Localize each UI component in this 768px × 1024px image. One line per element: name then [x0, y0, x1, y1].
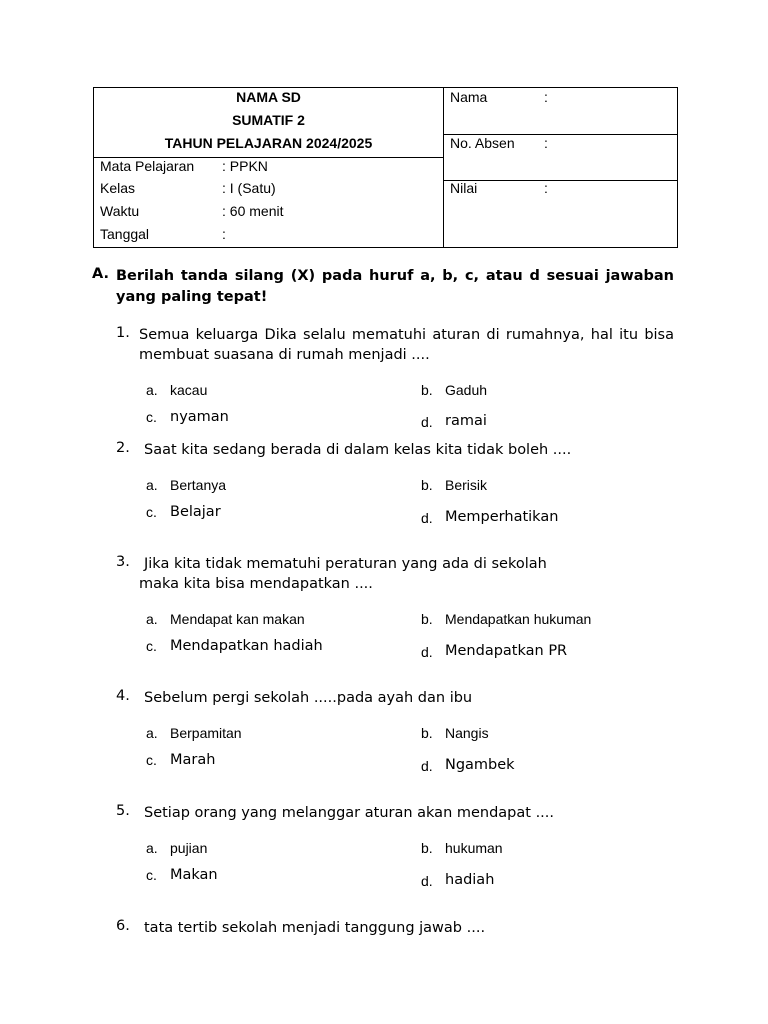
question-number: 2.: [116, 440, 130, 456]
option-a: Berpamitan: [170, 725, 242, 741]
question-number: 6.: [116, 918, 130, 934]
question-text-line-2: maka kita bisa mendapatkan ....: [139, 576, 373, 592]
option-letter-d: d.: [421, 510, 433, 526]
question-number: 4.: [116, 688, 130, 704]
option-letter-c: c.: [146, 638, 157, 654]
question-text: Semua keluarga Dika selalu mematuhi aturan di rumahnya, hal itu bisa membuat suasana di rumah menjadi ....: [139, 327, 674, 363]
score-label: Nilai: [450, 180, 478, 196]
time-label: Waktu: [100, 203, 140, 219]
option-letter-a: a.: [146, 611, 158, 627]
option-b: Nangis: [445, 725, 489, 741]
option-c: nyaman: [170, 409, 229, 425]
option-b: Gaduh: [445, 382, 488, 398]
option-b: Berisik: [445, 477, 488, 493]
option-letter-d: d.: [421, 644, 433, 660]
exam-header-table: [93, 87, 678, 248]
option-letter-d: d.: [421, 758, 433, 774]
section-letter: A.: [92, 266, 109, 282]
option-letter-c: c.: [146, 504, 157, 520]
option-d: hadiah: [445, 872, 495, 888]
name-colon: :: [544, 89, 548, 105]
exam-title: SUMATIF 2: [232, 112, 305, 128]
option-letter-b: b.: [421, 840, 433, 856]
score-colon: :: [544, 180, 548, 196]
question-number: 1.: [116, 325, 130, 341]
section-instruction: Berilah tanda silang (X) pada huruf a, b, c, atau d sesuai jawaban yang paling tepat!: [116, 268, 674, 305]
option-b: Mendapatkan hukuman: [445, 611, 592, 627]
option-c: Makan: [170, 867, 218, 883]
option-letter-a: a.: [146, 840, 158, 856]
option-letter-a: a.: [146, 477, 158, 493]
option-letter-c: c.: [146, 867, 157, 883]
option-letter-b: b.: [421, 477, 433, 493]
school-name: NAMA SD: [236, 89, 301, 105]
table-divider: [443, 88, 444, 247]
question-text-line-1: Jika kita tidak mematuhi peraturan yang ada di sekolah: [144, 556, 547, 572]
class-label: Kelas: [100, 180, 136, 196]
subject-label: Mata Pelajaran: [100, 158, 195, 174]
question-text: tata tertib sekolah menjadi tanggung jawab ....: [144, 920, 486, 936]
option-a: Mendapat kan makan: [170, 611, 305, 627]
question-text: Sebelum pergi sekolah .....pada ayah dan ibu: [144, 690, 473, 706]
option-d: Memperhatikan: [445, 509, 559, 525]
option-a: pujian: [170, 840, 208, 856]
option-b: hukuman: [445, 840, 503, 856]
option-a: Bertanya: [170, 477, 227, 493]
table-divider: [443, 180, 678, 181]
school-year: TAHUN PELAJARAN 2024/2025: [164, 135, 373, 151]
date-label: Tanggal: [100, 226, 150, 242]
question-number: 5.: [116, 803, 130, 819]
name-label: Nama: [450, 89, 488, 105]
question-number: 3.: [116, 554, 130, 570]
absence-number-label: No. Absen: [450, 135, 515, 151]
option-c: Marah: [170, 752, 216, 768]
option-d: ramai: [445, 413, 487, 429]
date-value: :: [222, 226, 226, 242]
option-letter-c: c.: [146, 752, 157, 768]
option-letter-d: d.: [421, 414, 433, 430]
option-letter-b: b.: [421, 611, 433, 627]
question-text: Setiap orang yang melanggar aturan akan mendapat ....: [144, 805, 555, 821]
option-letter-b: b.: [421, 725, 433, 741]
option-c: Belajar: [170, 504, 221, 520]
option-letter-a: a.: [146, 382, 158, 398]
question-text: Saat kita sedang berada di dalam kelas kita tidak boleh ....: [144, 442, 572, 458]
option-a: kacau: [170, 382, 208, 398]
option-letter-a: a.: [146, 725, 158, 741]
option-c: Mendapatkan hadiah: [170, 638, 323, 654]
option-letter-c: c.: [146, 409, 157, 425]
option-d: Mendapatkan PR: [445, 643, 568, 659]
absence-number-colon: :: [544, 135, 548, 151]
option-d: Ngambek: [445, 757, 515, 773]
subject-value: : PPKN: [222, 158, 268, 174]
time-value: : 60 menit: [222, 203, 284, 219]
option-letter-b: b.: [421, 382, 433, 398]
option-letter-d: d.: [421, 873, 433, 889]
class-value: : I (Satu): [222, 180, 276, 196]
